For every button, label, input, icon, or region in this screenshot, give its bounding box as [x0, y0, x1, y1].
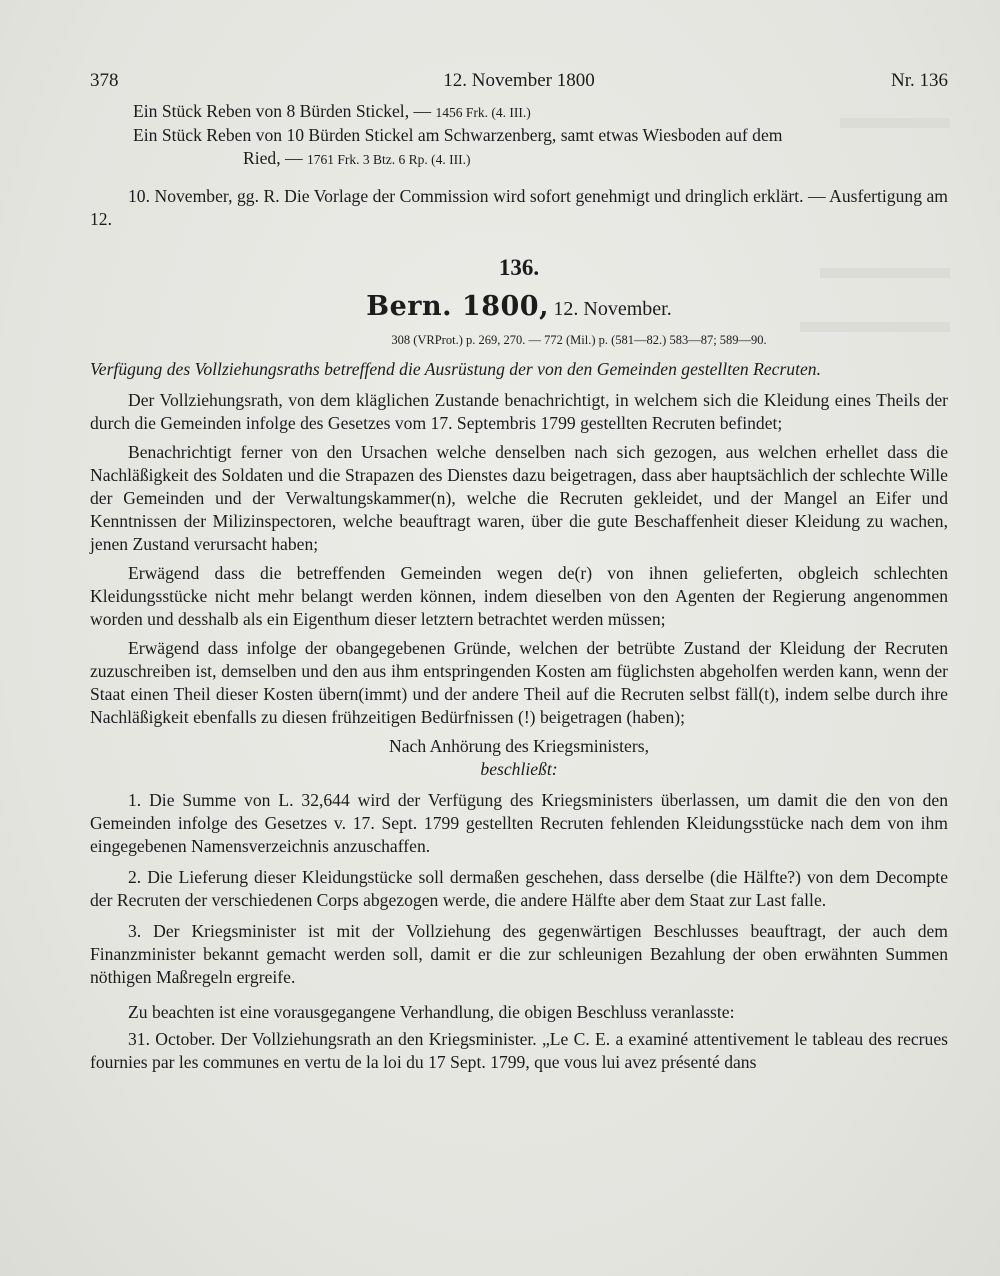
document-title: Verfügung des Vollziehungsraths betreffend die Ausrüstung der von den Gemeinden gestellten Recruten.: [90, 359, 821, 379]
list-item-text: Ein Stück Reben von 8 Bürden Stickel, —: [133, 101, 436, 121]
page-content: [90, 100, 948, 1074]
document-number-header: Nr. 136: [891, 70, 948, 91]
document-date: 12. November.: [553, 298, 672, 320]
opening-list: [90, 100, 948, 171]
list-item-text: Ein Stück Reben von 10 Bürden Stickel am Schwarzenberg, samt etwas Wiesboden auf dem: [133, 125, 783, 145]
resolution-item: 3. Der Kriegsminister ist mit der Vollziehung des gegenwärtigen Beschlusses beauftragt, der auch dem Finanzminister bekannt gemacht werden soll, damit er die zur schleunigen Bezahlung der oben erwähnten Summen nöthigen Maßregeln ergreife.: [90, 921, 948, 987]
list-item-amount: 1456 Frk. (4. III.): [435, 105, 531, 120]
document-number: 136.: [498, 255, 540, 280]
list-item-amount: 1761 Frk. 3 Btz. 6 Rp. (4. III.): [307, 152, 471, 167]
preceding-letter: 31. October. Der Vollziehungsrath an den Kriegsminister. „Le C. E. a examiné attentivement le tableau des recrues fournies par les communes en vertu de la loi du 17 Sept. 1799, que vous lui avez présenté dans: [90, 1029, 948, 1072]
list-item-text: Ried, —: [243, 148, 308, 168]
page-number: 378: [90, 70, 119, 91]
list-item: [133, 124, 948, 147]
place-date-line: [90, 289, 948, 327]
resolution-item: 2. Die Lieferung dieser Kleidungstücke soll dermaßen geschehen, dass derselbe (die Hälfte?) von dem Decompte der Recruten der verschiedenen Corps abgezogen werde, die andere Hälfte aber dem Staat zur Last falle.: [90, 867, 948, 910]
commission-note: 10. November, gg. R. Die Vorlage der Commission wird sofort genehmigt und dringlich erklärt. — Ausfertigung am 12.: [90, 186, 948, 229]
resolution-heading: beschließt:: [480, 759, 558, 779]
resolution-item: 1. Die Summe von L. 32,644 wird der Verfügung des Kriegsministers überlassen, um damit die den von den Gemeinden infolge des Gesetzes v. 17. Sept. 1799 gestellten Recruten fehlenden Kleidungsstücke nach dem von ihm eingegebenen Namensverzeichnis anzuschaffen.: [90, 790, 948, 856]
list-item: [133, 100, 948, 124]
paragraph: Benachrichtigt ferner von den Ursachen welche denselben nach sich gezogen, aus welchen erhellet dass die Nachläßigkeit des Soldaten und die Strapazen des Dienstes dazu beigetragen, dass aber hauptsächlich der schlechte Wille der Gemeinden und der Verwaltungskammer(n), welche die Recruten gekleidet, und der Mangel an Eifer und Kenntnissen der Milizinspectoren, welche beauftragt waren, über die gute Beschaffenheit dieser Kleidung zu wachen, jenen Zustand verursacht haben;: [90, 442, 948, 554]
paragraph: Erwägend dass infolge der obangegebenen Gründe, welchen der betrübte Zustand der Kleidung der Recruten zuzuschreiben ist, demselben und den aus ihm entspringenden Kosten am füglichsten abgeholfen werden kann, wenn der Staat einen Theil dieser Kosten übern(immt) und der andere Theil auf die Recruten selbst fäll(t), indem selbe durch ihre Nachläßigkeit ebenfalls zu diesen frühzeitigen Bedürfnissen (!) beigetragen (haben);: [90, 638, 948, 727]
source-references: 308 (VRProt.) p. 269, 270. — 772 (Mil.) p. (581—82.) 583—87; 589—90.: [391, 333, 767, 347]
page-header: [90, 70, 948, 96]
place-year: Bern. 1800,: [366, 291, 549, 322]
preceding-note: Zu beachten ist eine vorausgegangene Verhandlung, die obigen Beschluss veranlasste:: [128, 1002, 735, 1022]
running-date: 12. November 1800: [443, 70, 595, 91]
list-item-continuation: [133, 147, 948, 171]
paragraph: Erwägend dass die betreffenden Gemeinden wegen de(r) von ihnen gelieferten, obgleich schlechten Kleidungsstücke nicht mehr belangt werden können, indem dieselben von den Agenten der Regierung angenommen worden und desshalb als ein Eigenthum dieser letztern betrachtet werden müssen;: [90, 563, 948, 629]
paragraph: Der Vollziehungsrath, von dem kläglichen Zustande benachrichtigt, in welchem sich die Kleidung eines Theils der durch die Gemeinden infolge des Gesetzes vom 17. Septembris 1799 gestellten Recruten befindet;: [90, 390, 948, 433]
hearing-line: Nach Anhörung des Kriegsministers,: [389, 736, 649, 756]
